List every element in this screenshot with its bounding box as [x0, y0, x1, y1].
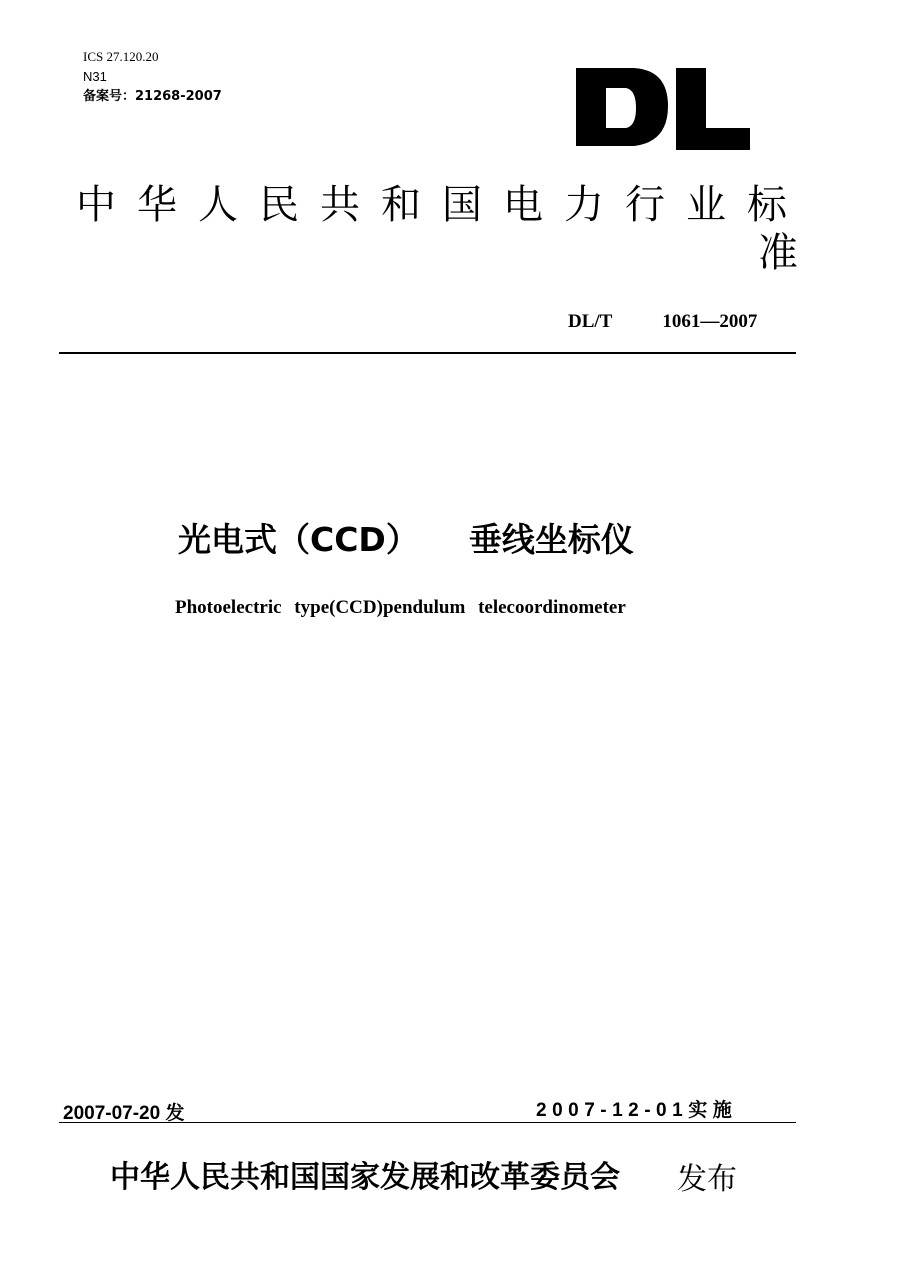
registration-number: 备案号：21268-2007 [83, 89, 222, 104]
ics-code: ICS 27.120.20 [83, 49, 159, 64]
industry-standard-title: 中华人民共和国电力行业标 [76, 182, 808, 228]
issue-date: 2007-07-20 发 [63, 1103, 185, 1122]
footer-divider [59, 1122, 796, 1123]
publisher-name: 中华人民共和国国家发展和改革委员会 [110, 1160, 620, 1195]
header-divider [59, 352, 796, 354]
publish-verb: 发布 [677, 1162, 737, 1197]
dl-logo-letter-d [576, 68, 668, 146]
standard-code-number: 1061—2007 [662, 311, 758, 332]
industry-standard-title-wrap: 准 [758, 230, 798, 276]
ccs-code: N31 [83, 69, 107, 84]
effective-date: 2007-12-01实施 [536, 1100, 738, 1121]
dl-logo-letter-l [676, 68, 750, 150]
document-title-en: Photoelectric type(CCD)pendulum telecoordinometer [175, 597, 626, 618]
document-title-cn [178, 518, 634, 562]
standard-code [568, 311, 757, 333]
document-title-cn-part1: 光电式（CCD） [178, 520, 419, 559]
dl-logo [572, 58, 752, 154]
standard-code-prefix: DL/T [568, 311, 613, 332]
document-title-cn-part2: 垂线坐标仪 [468, 520, 634, 559]
